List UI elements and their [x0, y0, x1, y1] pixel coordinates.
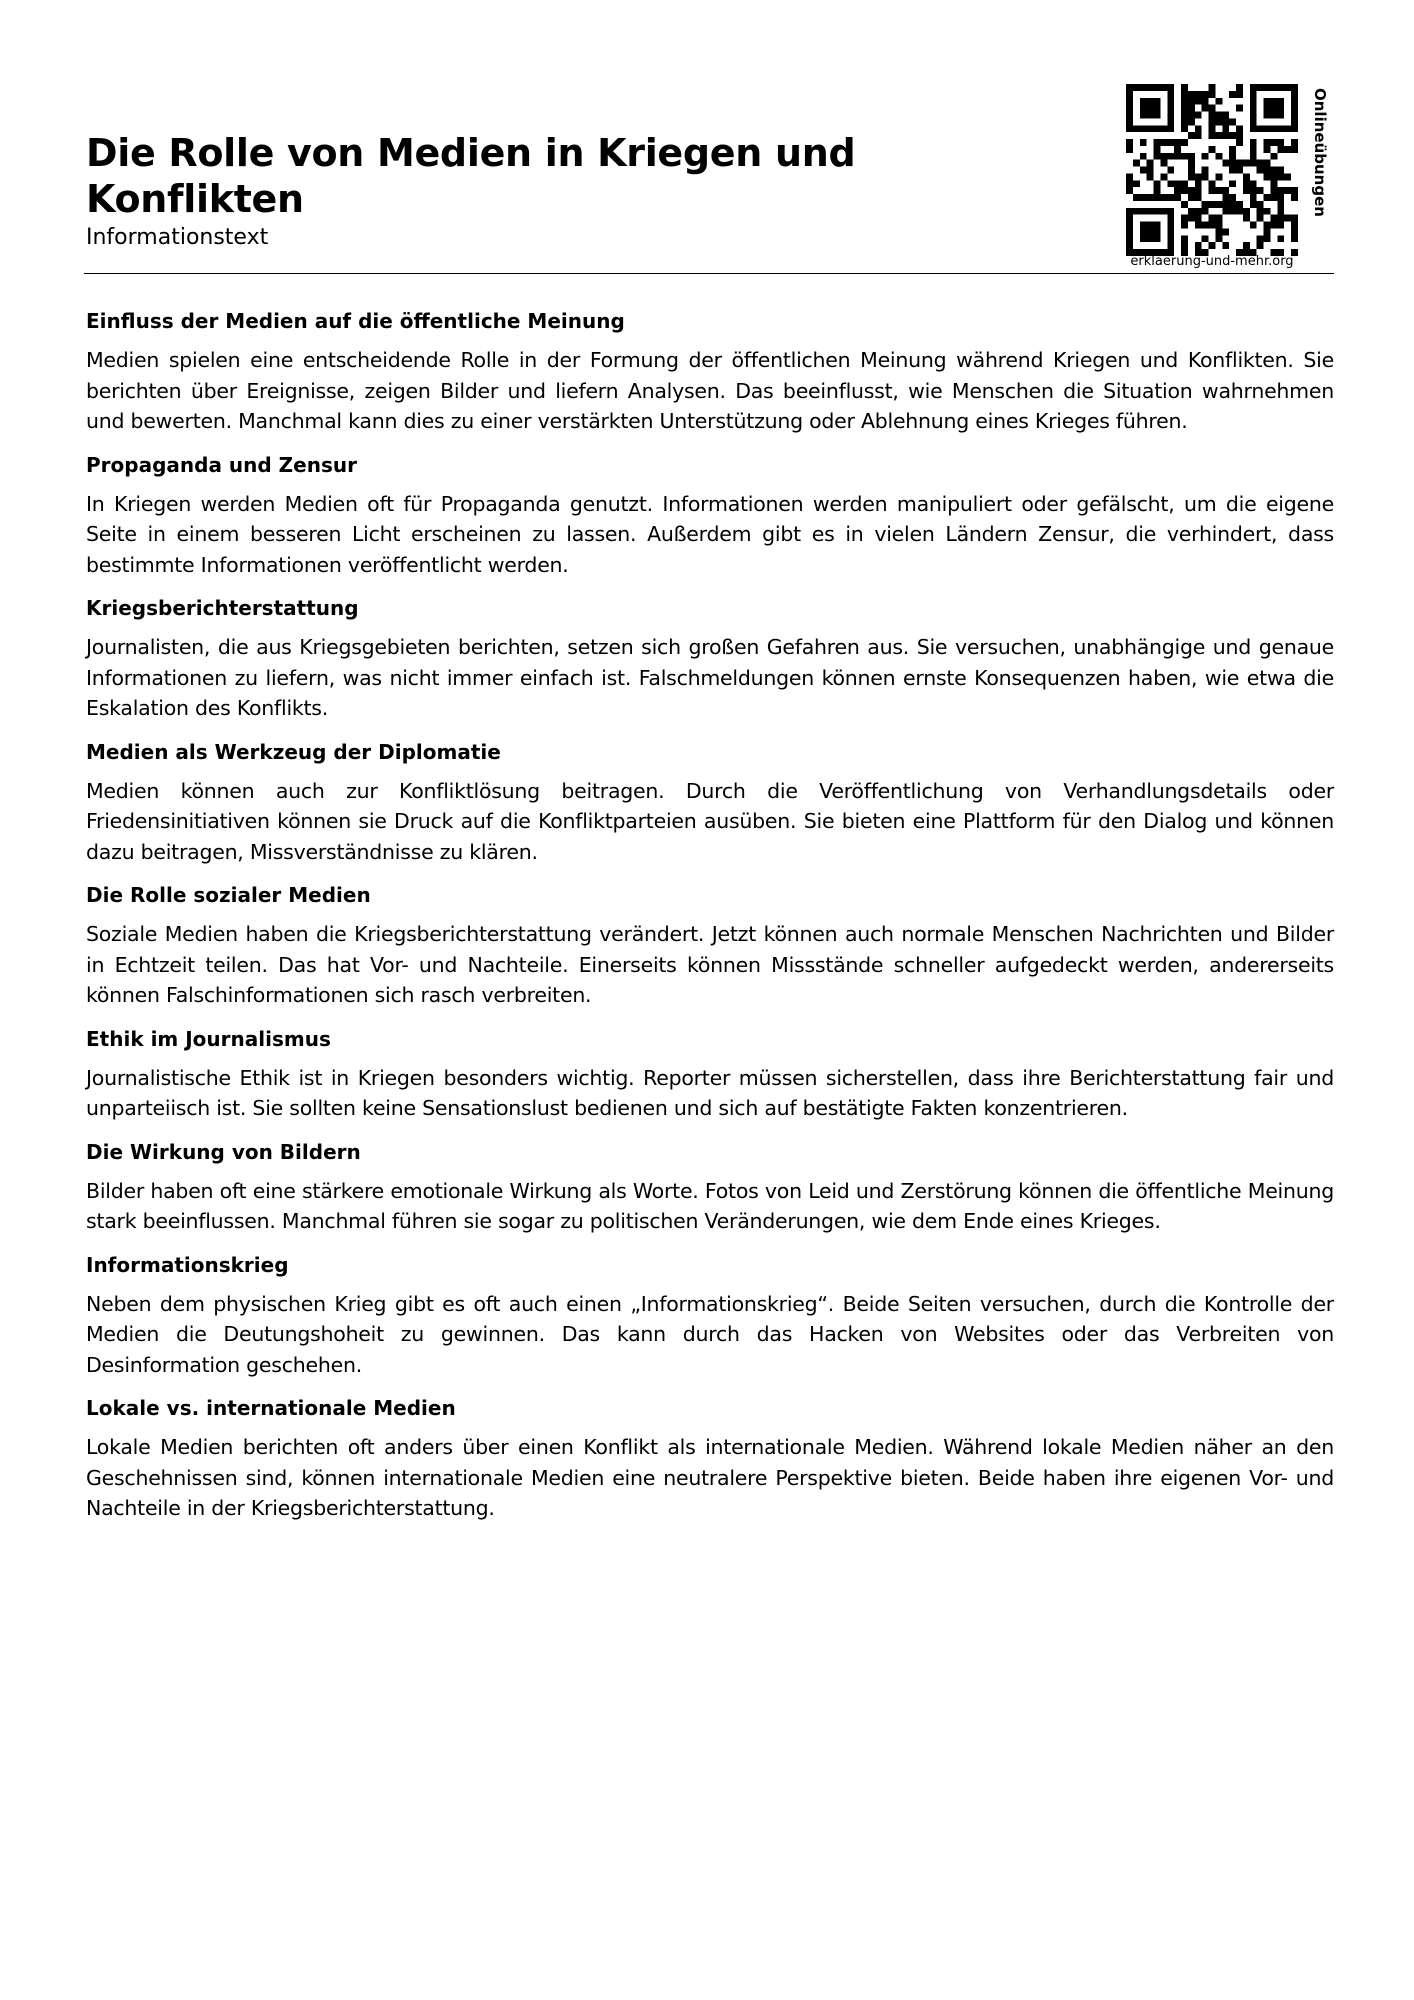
- qr-side-label-box: [1306, 88, 1336, 260]
- section-paragraph: In Kriegen werden Medien oft für Propaganda genutzt. Informationen werden manipuliert oder gefälscht, um die eigene Seite in einem besseren Licht erscheinen zu lassen. Außerdem gibt es in vielen Ländern Zensur, die verhindert, dass bestimmte Informationen veröffentlicht werden.: [86, 491, 1334, 577]
- section-paragraph: Lokale Medien berichten oft anders über einen Konflikt als internationale Medien. Während lokale Medien näher an den Geschehnissen sind, können internationale Medien eine neutralere Perspektive bieten. Beide haben ihre eigenen Vor- und Nachteile in der Kriegsberichterstattung.: [86, 1435, 1334, 1520]
- text-section: [86, 881, 1334, 1011]
- document-subtitle: Informationstext: [86, 225, 269, 250]
- section-paragraph: Soziale Medien haben die Kriegsberichterstattung verändert. Jetzt können auch normale Menschen Nachrichten und Bilder in Echtzeit teilen. Das hat Vor- und Nachteile. Einerseits können Missstände schneller aufgedeckt werden, andererseits können Falschinformationen sich rasch verbreiten.: [86, 922, 1334, 1007]
- text-section: [86, 1025, 1334, 1124]
- document-header: [86, 130, 1086, 252]
- text-section: [86, 1138, 1334, 1237]
- document-title: Die Rolle von Medien in Kriegen und Konflikten: [86, 131, 856, 221]
- qr-code-icon[interactable]: [1126, 84, 1298, 256]
- section-paragraph: Bilder haben oft eine stärkere emotionale Wirkung als Worte. Fotos von Leid und Zerstörung können die öffentliche Meinung stark beeinflussen. Manchmal führen sie sogar zu politischen Veränderungen, wie dem Ende eines Krieges.: [86, 1178, 1334, 1233]
- text-section: [86, 1394, 1334, 1524]
- section-heading: Die Rolle sozialer Medien: [86, 883, 371, 907]
- section-heading: Informationskrieg: [86, 1252, 289, 1277]
- header-divider: [84, 273, 1334, 274]
- section-heading: Propaganda und Zensur: [86, 452, 357, 477]
- section-paragraph: Medien spielen eine entscheidende Rolle in der Formung der öffentlichen Meinung während Kriegen und Konflikten. Sie berichten über Ereignisse, zeigen Bilder und liefern Analysen. Das beeinflusst, wie Menschen die Situation wahrnehmen und bewerten. Manchmal kann dies zu einer verstärkten Unterstützung oder Ablehnung eines Krieges führen.: [86, 348, 1334, 433]
- text-section: [86, 738, 1334, 868]
- qr-code-block[interactable]: [1120, 84, 1338, 272]
- text-section: [86, 1251, 1334, 1381]
- qr-side-label: Onlineübungen: [1311, 88, 1329, 217]
- document-body: [86, 307, 1334, 1538]
- text-section: [86, 451, 1334, 581]
- section-heading: Medien als Werkzeug der Diplomatie: [86, 739, 501, 764]
- section-heading: Die Wirkung von Bildern: [86, 1139, 361, 1164]
- section-paragraph: Medien können auch zur Konfliktlösung beitragen. Durch die Veröffentlichung von Verhandlungsdetails oder Friedensinitiativen können sie Druck auf die Konfliktparteien ausüben. Sie bieten eine Plattform für den Dialog und können dazu beitragen, Missverständnisse zu klären.: [86, 778, 1334, 864]
- section-paragraph: Journalistische Ethik ist in Kriegen besonders wichtig. Reporter müssen sicherstellen, dass ihre Berichterstattung fair und unparteiisch ist. Sie sollten keine Sensationslust bedienen und sich auf bestätigte Fakten konzentrieren.: [86, 1065, 1334, 1120]
- section-heading: Ethik im Journalismus: [86, 1026, 331, 1051]
- section-heading: Einfluss der Medien auf die öffentliche Meinung: [86, 309, 625, 333]
- text-section: [86, 594, 1334, 724]
- section-paragraph: Neben dem physischen Krieg gibt es oft auch einen „Informationskrieg“. Beide Seiten versuchen, durch die Kontrolle der Medien die Deutungshoheit zu gewinnen. Das kann durch das Hacken von Websites oder das Verbreiten von Desinformation geschehen.: [86, 1291, 1334, 1377]
- section-heading: Lokale vs. internationale Medien: [86, 1396, 456, 1420]
- text-section: [86, 307, 1334, 437]
- section-paragraph: Journalisten, die aus Kriegsgebieten berichten, setzen sich großen Gefahren aus. Sie versuchen, unabhängige und genaue Informationen zu liefern, was nicht immer einfach ist. Falschmeldungen können ernste Konsequenzen haben, wie etwa die Eskalation des Konflikts.: [86, 635, 1334, 720]
- section-heading: Kriegsberichterstattung: [86, 596, 359, 620]
- qr-website-caption: erklaerung-und-mehr.org: [1130, 254, 1294, 269]
